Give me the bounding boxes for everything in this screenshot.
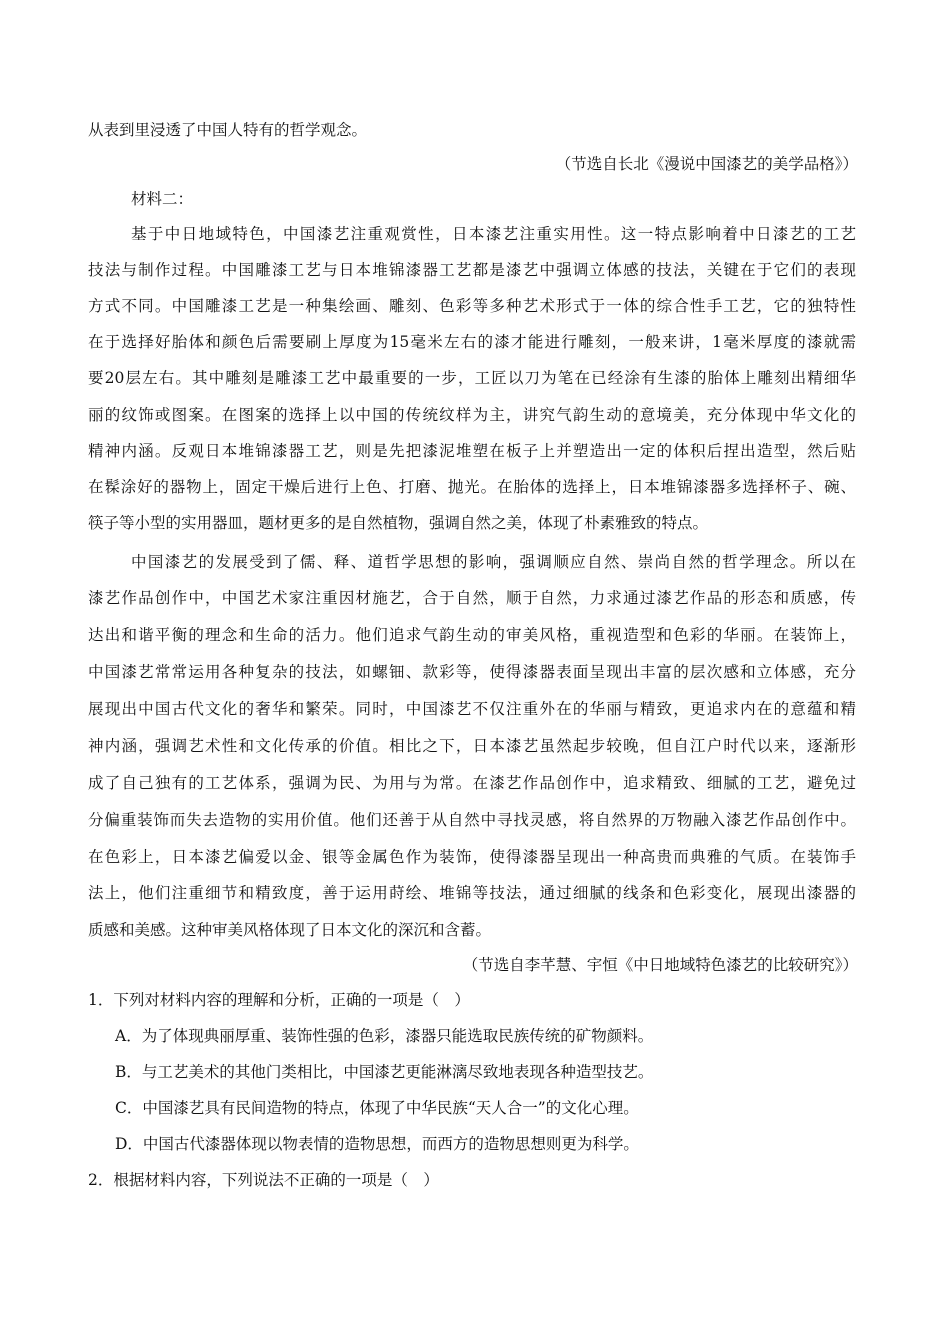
question-1-option-a: A．为了体现典丽厚重、装饰性强的色彩，漆器只能选取民族传统的矿物颜料。 xyxy=(115,1027,654,1045)
paragraph-line: 神内涵，强调艺术性和文化传承的价值。相比之下，日本漆艺虽然起步较晚，但自江户时代以来，逐渐形 xyxy=(88,737,856,755)
paragraph-line: 成了自己独有的工艺体系，强调为民、为用与为常。在漆艺作品创作中，追求精致、细腻的工艺，避免过 xyxy=(88,774,856,792)
paragraph-line: 质感和美感。这种审美风格体现了日本文化的深沉和含蓄。 xyxy=(88,921,492,939)
paragraph-line: 要20层左右。其中雕刻是雕漆工艺中最重要的一步，工匠以刀为笔在已经涂有生漆的胎体上雕刻出精细华 xyxy=(88,369,856,387)
paragraph-line: 达出和谐平衡的理念和生命的活力。他们追求气韵生动的审美风格，重视造型和色彩的华丽。在装饰上， xyxy=(88,626,856,644)
paragraph-line: 基于中日地域特色，中国漆艺注重观赏性，日本漆艺注重实用性。这一特点影响着中日漆艺的工艺 xyxy=(131,225,856,243)
paragraph-line: 漆艺作品创作中，中国艺术家注重因材施艺，合于自然，顺于自然，力求通过漆艺作品的形态和质感，传 xyxy=(88,589,856,607)
paragraph-line: 分偏重装饰而失去造物的实用价值。他们还善于从自然中寻找灵感，将自然界的万物融入漆艺作品创作中。 xyxy=(88,811,856,829)
paragraph-line: 方式不同。中国雕漆工艺是一种集绘画、雕刻、色彩等多种艺术形式于一体的综合性手工艺，它的独特性 xyxy=(88,297,856,315)
source-citation-1: （节选自长北《漫说中国漆艺的美学品格》） xyxy=(555,155,858,173)
question-1-option-d: D．中国古代漆器体现以物表情的造物思想，而西方的造物思想则更为科学。 xyxy=(115,1135,639,1153)
paragraph-line: 精神内涵。反观日本堆锦漆器工艺，则是先把漆泥堆塑在板子上并塑造出一定的体积后捏出造型，然后贴 xyxy=(88,442,856,460)
question-2-stem: 2．根据材料内容，下列说法不正确的一项是（ ） xyxy=(88,1171,439,1189)
material-2-heading: 材料二： xyxy=(131,190,194,208)
paragraph-line: 技法与制作过程。中国雕漆工艺与日本堆锦漆器工艺都是漆艺中强调立体感的技法，关键在于它们的表现 xyxy=(88,261,856,279)
paragraph-line: 中国漆艺的发展受到了儒、释、道哲学思想的影响，强调顺应自然、崇尚自然的哲学理念。所以在 xyxy=(131,553,856,571)
paragraph-line: 筷子等小型的实用器皿，题材更多的是自然植物，强调自然之美，体现了朴素雅致的特点。 xyxy=(88,514,709,532)
question-1-stem: 1．下列对材料内容的理解和分析，正确的一项是（ ） xyxy=(88,991,470,1009)
paragraph-line: 丽的纹饰或图案。在图案的选择上以中国的传统纹样为主，讲究气韵生动的意境美，充分体现中华文化的 xyxy=(88,406,856,424)
paragraph-line: 法上，他们注重细节和精致度，善于运用莳绘、堆锦等技法，通过细腻的线条和色彩变化，展现出漆器的 xyxy=(88,884,856,902)
paragraph-line: 在色彩上，日本漆艺偏爱以金、银等金属色作为装饰，使得漆器呈现出一种高贵而典雅的气质。在装饰手 xyxy=(88,848,856,866)
paragraph-line: 中国漆艺常常运用各种复杂的技法，如螺钿、款彩等，使得漆器表面呈现出丰富的层次感和立体感，充分 xyxy=(88,663,856,681)
question-1-option-c: C．中国漆艺具有民间造物的特点，体现了中华民族“天人合一”的文化心理。 xyxy=(115,1099,639,1117)
intro-tail-line: 从表到里浸透了中国人特有的哲学观念。 xyxy=(88,121,368,139)
paragraph-line: 展现出中国古代文化的奢华和繁荣。同时，中国漆艺不仅注重外在的华丽与精致，更追求内在的意蕴和精 xyxy=(88,700,856,718)
question-1-option-b: B．与工艺美术的其他门类相比，中国漆艺更能淋漓尽致地表现各种造型技艺。 xyxy=(115,1063,654,1081)
paragraph-line: 在髹涂好的器物上，固定干燥后进行上色、打磨、抛光。在胎体的选择上，日本堆锦漆器多选择杯子、碗、 xyxy=(88,478,856,496)
paragraph-line: 在于选择好胎体和颜色后需要刷上厚度为15毫米左右的漆才能进行雕刻，一般来讲，1毫米厚度的漆就需 xyxy=(88,333,856,351)
source-citation-2: （节选自李芊慧、宇恒《中日地域特色漆艺的比较研究》） xyxy=(462,956,858,974)
